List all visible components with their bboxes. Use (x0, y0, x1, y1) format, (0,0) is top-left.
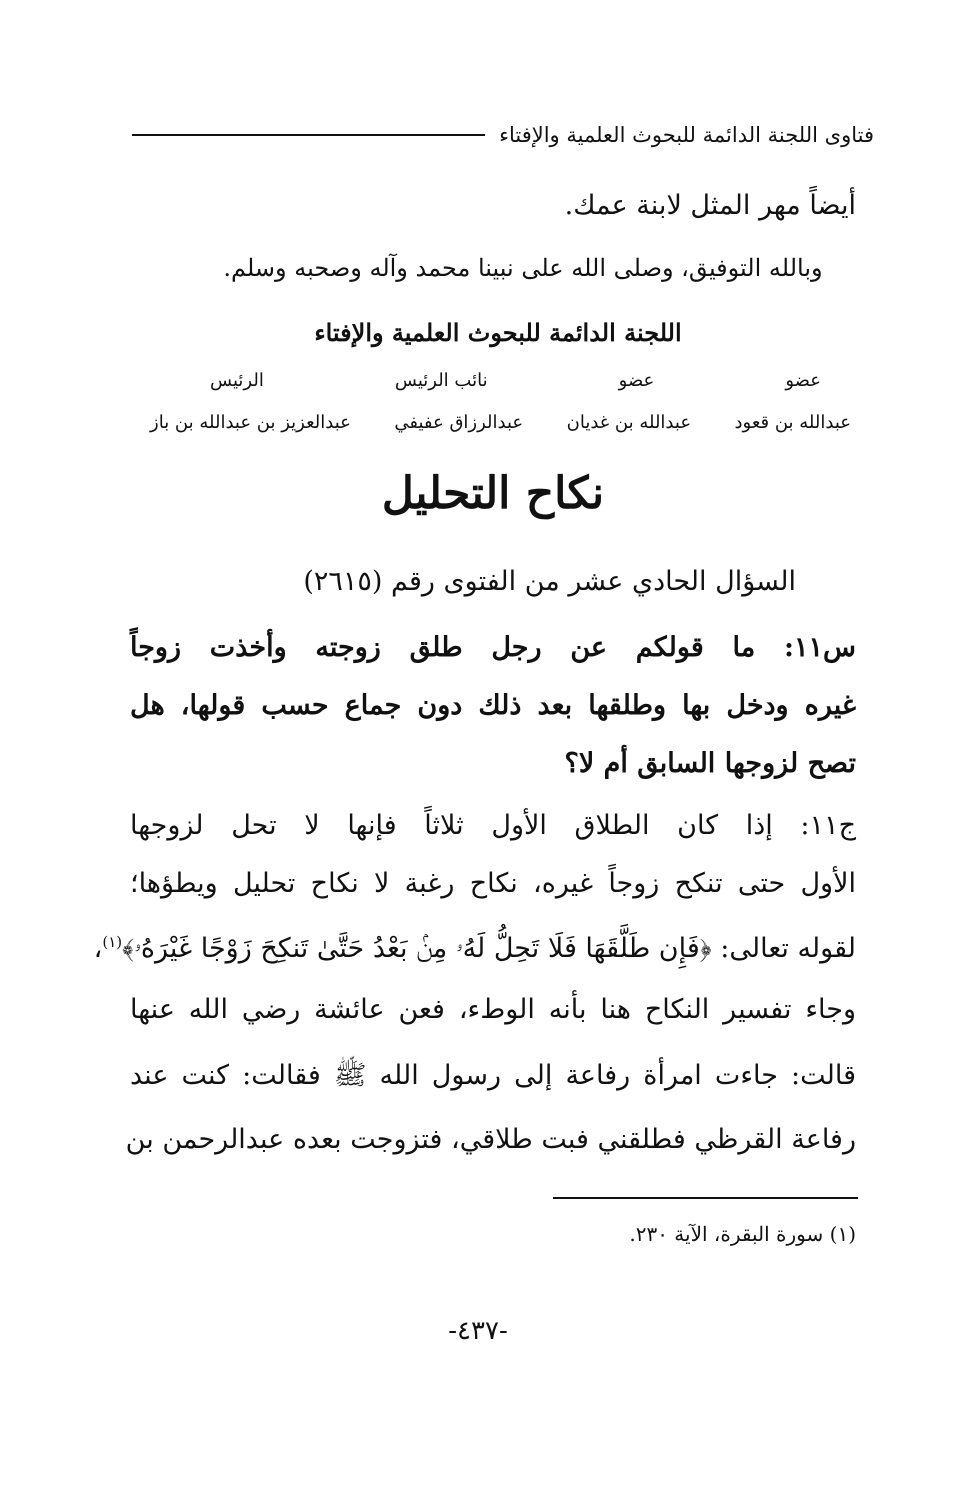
member-name: عبدالله بن غديان (566, 412, 692, 433)
section-title: نكاح التحليل (381, 468, 605, 519)
member-role: الرئيس (210, 370, 264, 391)
intro-line: أيضاً مهر المثل لابنة عمك. (564, 190, 856, 221)
question-reference: السؤال الحادي عشر من الفتوى رقم (٢٦١٥) (303, 566, 796, 597)
member-name: عبدالرزاق عفيفي (394, 412, 524, 433)
question-line: س١١: ما قولكم عن رجل طلق زوجته وأخذت زوجاً (130, 632, 856, 663)
quran-verse: لقوله تعالى: ﴿فَإِن طَلَّقَهَا فَلَا تَحِلُّ لَهُۥ مِنۢ بَعْدُ حَتَّىٰ تَنكِحَ زَوْجًا غَيْرَهُۥ﴾ (122, 933, 856, 964)
page-number: -٤٣٧- (448, 1316, 508, 1346)
answer-line: قالت: جاءت امرأة رفاعة إلى رسول الله ﷺ فقالت: كنت عند (130, 1060, 856, 1091)
answer-line: وجاء تفسير النكاح هنا بأنه الوطء، فعن عائشة رضي الله عنها (130, 994, 856, 1025)
closing-line: وبالله التوفيق، وصلى الله على نبينا محمد وآله وصحبه وسلم. (223, 254, 823, 282)
header-rule (132, 134, 485, 136)
committee-name: اللجنة الدائمة للبحوث العلمية والإفتاء (314, 318, 682, 347)
header-title: فتاوى اللجنة الدائمة للبحوث العلمية والإفتاء (499, 123, 874, 147)
member-name: عبدالله بن قعود (734, 412, 851, 433)
footnote-rule (553, 1197, 858, 1199)
member-name: عبدالعزيز بن عبدالله بن باز (150, 412, 351, 433)
answer-line: الأول حتى تنكح زوجاً غيره، نكاح رغبة لا نكاح تحليل ويطؤها؛ (130, 868, 856, 899)
footnote-marker: (١) (102, 933, 123, 951)
question-line: تصح لزوجها السابق أم لا؟ (564, 748, 856, 779)
answer-line: ج١١: إذا كان الطلاق الأول ثلاثاً فإنها لا تحل لزوجها (130, 810, 856, 841)
footnote: (١) سورة البقرة، الآية ٢٣٠. (629, 1222, 856, 1246)
member-role: عضو (618, 370, 655, 391)
question-line: غيره ودخل بها وطلقها بعد ذلك دون جماع حسب قولها، هل (130, 690, 856, 721)
committee-names (150, 412, 851, 433)
member-role: نائب الرئيس (394, 370, 488, 391)
answer-line-verse: لقوله تعالى: ﴿فَإِن طَلَّقَهَا فَلَا تَحِلُّ لَهُۥ مِنۢ بَعْدُ حَتَّىٰ تَنكِحَ زَوْجًا غَيْرَهُۥ﴾$^{(١)}$، (93, 933, 856, 964)
running-header (132, 118, 874, 152)
committee-roles (210, 370, 821, 391)
answer-line: رفاعة القرظي فطلقني فبت طلاقي، فتزوجت بعده عبدالرحمن بن (125, 1124, 856, 1155)
member-role: عضو (785, 370, 821, 391)
